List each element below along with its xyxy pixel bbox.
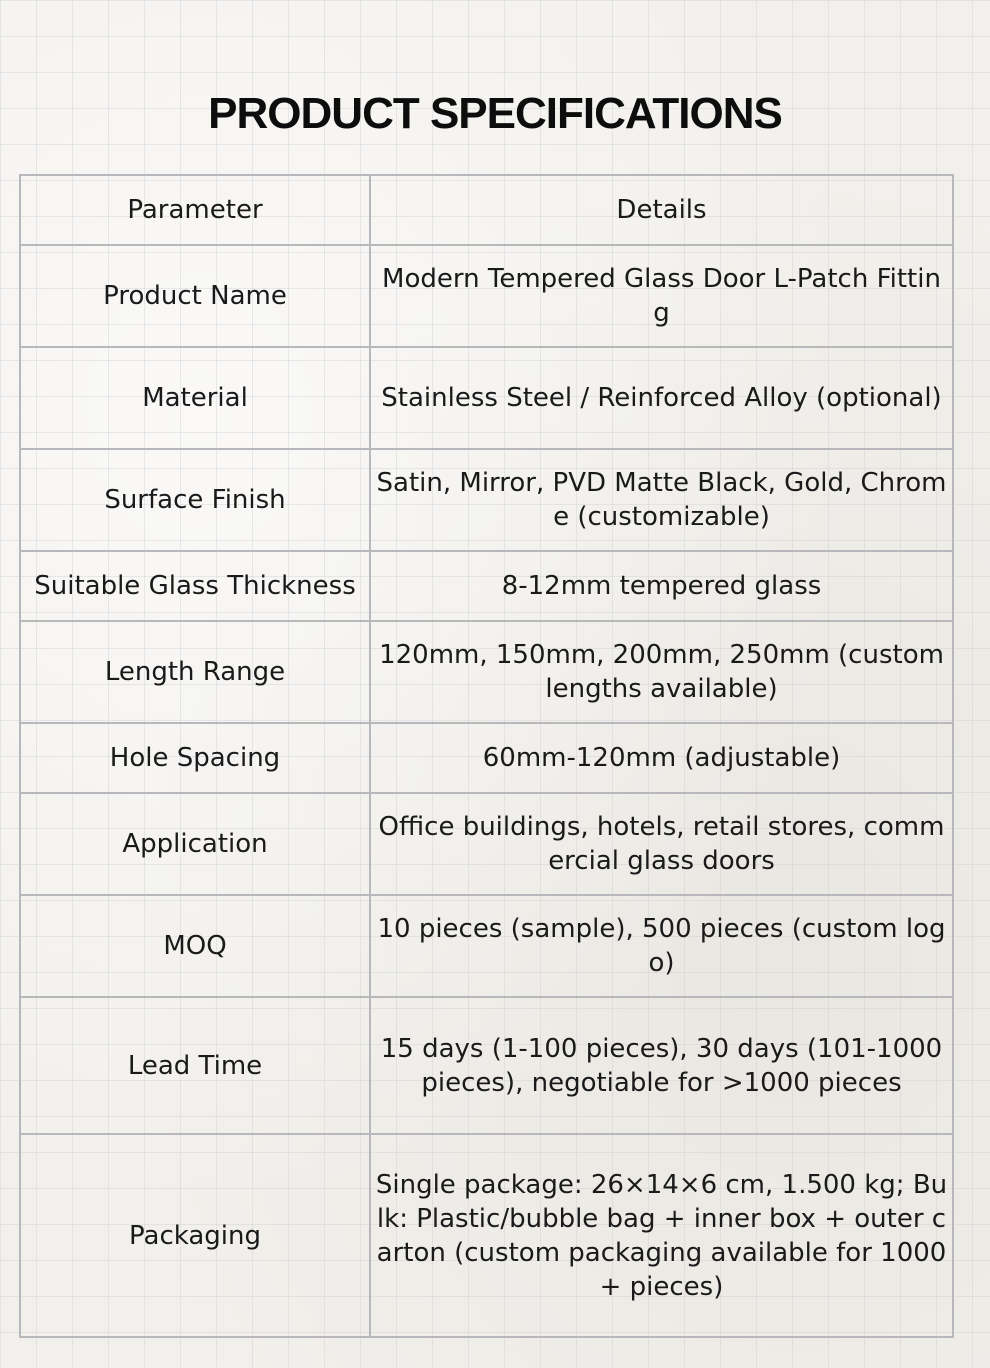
column-header-parameter: Parameter [20, 175, 370, 245]
details-cell: Single package: 26×14×6 cm, 1.500 kg; Bulk: Plastic/bubble bag + inner box + outer carton (custom packaging available for 1000+ pieces) [370, 1134, 953, 1337]
details-cell: Modern Tempered Glass Door L-Patch Fitting [370, 245, 953, 347]
table-row [20, 347, 953, 449]
table-row [20, 449, 953, 551]
parameter-cell: Length Range [20, 621, 370, 723]
page-title: PRODUCT SPECIFICATIONS [208, 89, 782, 138]
parameter-cell: Hole Spacing [20, 723, 370, 793]
table-row [20, 997, 953, 1134]
details-cell: 15 days (1-100 pieces), 30 days (101-1000 pieces), negotiable for >1000 pieces [370, 997, 953, 1134]
parameter-cell: Suitable Glass Thickness [20, 551, 370, 621]
details-cell: Office buildings, hotels, retail stores, commercial glass doors [370, 793, 953, 895]
specifications-table [19, 174, 954, 1338]
table-row [20, 621, 953, 723]
column-header-details: Details [370, 175, 953, 245]
parameter-cell: Application [20, 793, 370, 895]
table-row [20, 723, 953, 793]
table-row [20, 551, 953, 621]
parameter-cell: Lead Time [20, 997, 370, 1134]
parameter-cell: Packaging [20, 1134, 370, 1337]
details-cell: 60mm-120mm (adjustable) [370, 723, 953, 793]
parameter-cell: Surface Finish [20, 449, 370, 551]
table-row [20, 793, 953, 895]
parameter-cell: Product Name [20, 245, 370, 347]
details-cell: 8-12mm tempered glass [370, 551, 953, 621]
details-cell: 10 pieces (sample), 500 pieces (custom logo) [370, 895, 953, 997]
table-header-row [20, 175, 953, 245]
parameter-cell: Material [20, 347, 370, 449]
table-row [20, 245, 953, 347]
parameter-cell: MOQ [20, 895, 370, 997]
details-cell: Stainless Steel / Reinforced Alloy (optional) [370, 347, 953, 449]
table-row [20, 895, 953, 997]
table-row [20, 1134, 953, 1337]
details-cell: 120mm, 150mm, 200mm, 250mm (custom lengths available) [370, 621, 953, 723]
details-cell: Satin, Mirror, PVD Matte Black, Gold, Chrome (customizable) [370, 449, 953, 551]
